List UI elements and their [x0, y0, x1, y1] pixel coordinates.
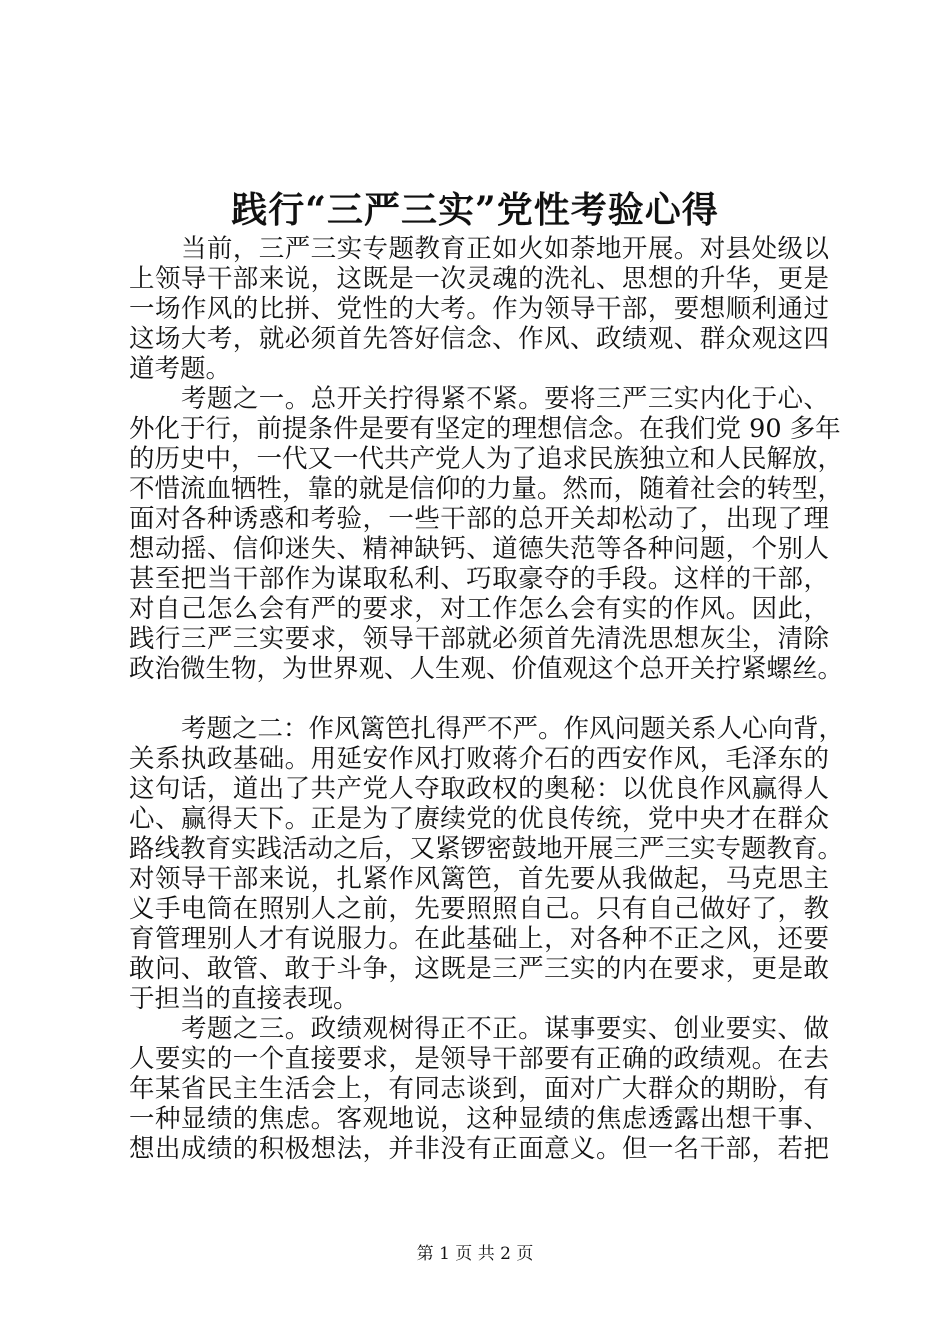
text-line: 这场大考，就必须首先答好信念、作风、政绩观、群众观这四 [129, 324, 829, 354]
text-line: 外化于行，前提条件是要有坚定的理想信念。在我们党 90 多年 [129, 414, 841, 444]
text-line: 育管理别人才有说服力。在此基础上，对各种不正之风，还要 [129, 924, 829, 954]
text-line: 一场作风的比拼、党性的大考。作为领导干部，要想顺利通过 [129, 294, 829, 324]
document-body [129, 234, 845, 1164]
paragraph-4 [129, 1014, 829, 1164]
text-line: 考题之二：作风篱笆扎得严不严。作风问题关系人心向背， [181, 714, 845, 744]
text-line: 面对各种诱惑和考验，一些干部的总开关却松动了，出现了理 [129, 504, 829, 534]
text-line: 关系执政基础。用延安作风打败蒋介石的西安作风，毛泽东的 [129, 744, 829, 774]
text-line: 当前，三严三实专题教育正如火如荼地开展。对县处级以 [181, 234, 829, 264]
text-line: 考题之一。总开关拧得紧不紧。要将三严三实内化于心、 [181, 384, 829, 414]
page-footer: 第 1 页 共 2 页 [416, 1244, 534, 1264]
text-line: 考题之三。政绩观树得正不正。谋事要实、创业要实、做 [181, 1014, 829, 1044]
text-line: 年某省民主生活会上，有同志谈到，面对广大群众的期盼，有 [129, 1074, 829, 1104]
text-line: 想动摇、信仰迷失、精神缺钙、道德失范等各种问题，个别人 [129, 534, 829, 564]
text-line: 一种显绩的焦虑。客观地说，这种显绩的焦虑透露出想干事、 [129, 1104, 829, 1134]
blank-line [129, 684, 829, 714]
text-line: 对自己怎么会有严的要求，对工作怎么会有实的作风。因此， [129, 594, 829, 624]
paragraph-2 [129, 384, 844, 684]
text-line: 上领导干部来说，这既是一次灵魂的洗礼、思想的升华，更是 [129, 264, 829, 294]
text-line: 这句话，道出了共产党人夺取政权的奥秘：以优良作风赢得人 [129, 774, 829, 804]
text-line: 甚至把当干部作为谋取私利、巧取豪夺的手段。这样的干部， [129, 564, 829, 594]
text-line: 不惜流血牺牲，靠的就是信仰的力量。然而，随着社会的转型， [129, 474, 844, 504]
text-line: 的历史中，一代又一代共产党人为了追求民族独立和人民解放， [129, 444, 844, 474]
text-line: 敢问、敢管、敢于斗争，这既是三严三实的内在要求，更是敢 [129, 954, 829, 984]
text-line: 人要实的一个直接要求，是领导干部要有正确的政绩观。在去 [129, 1044, 829, 1074]
text-line: 道考题。 [129, 354, 232, 384]
text-line: 心、赢得天下。正是为了赓续党的优良传统，党中央才在群众 [129, 804, 829, 834]
paragraph-3 [129, 714, 845, 1014]
text-line: 政治微生物，为世界观、人生观、价值观这个总开关拧紧螺丝。 [129, 654, 844, 684]
text-line: 义手电筒在照别人之前，先要照照自己。只有自己做好了，教 [129, 894, 829, 924]
paragraph-1 [129, 234, 829, 384]
text-line: 践行三严三实要求，领导干部就必须首先清洗思想灰尘，清除 [129, 624, 829, 654]
text-line: 路线教育实践活动之后，又紧锣密鼓地开展三严三实专题教育。 [129, 834, 844, 864]
text-line: 对领导干部来说，扎紧作风篱笆，首先要从我做起，马克思主 [129, 864, 829, 894]
text-line: 想出成绩的积极想法，并非没有正面意义。但一名干部，若把 [129, 1134, 829, 1164]
document-title: 践行“三严三实”党性考验心得 [231, 189, 719, 231]
text-line: 于担当的直接表现。 [129, 984, 359, 1014]
